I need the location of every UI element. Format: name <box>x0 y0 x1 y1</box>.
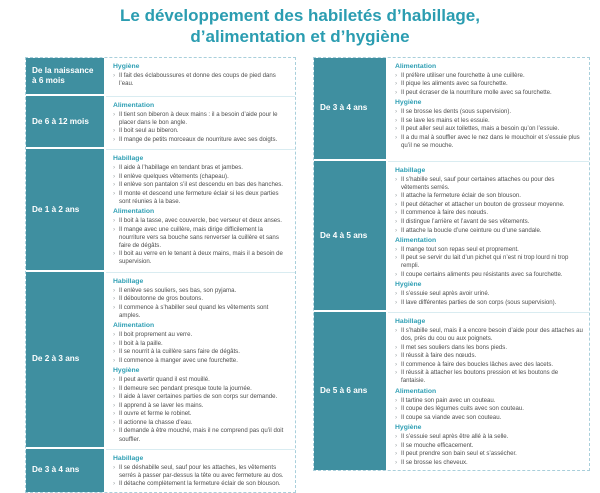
bullet-icon: › <box>395 369 398 377</box>
milestone-item <box>395 442 583 450</box>
milestone-text: Il distingue l’arrière et l’avant de ses vêtements. <box>401 218 530 225</box>
milestone-list <box>395 327 583 385</box>
category-heading: Alimentation <box>113 101 155 109</box>
bullet-icon: › <box>395 116 398 124</box>
milestones-cell <box>388 58 589 159</box>
bullet-icon: › <box>395 80 398 88</box>
milestone-item <box>395 125 583 133</box>
milestone-text: Il préfère utiliser une fourchette à une cuillère. <box>401 71 525 79</box>
milestone-text: Il commence à s’habiller seul quand les vêtements sont amples. <box>119 303 269 319</box>
age-row <box>26 272 295 447</box>
milestone-item <box>395 108 583 116</box>
milestone-text: Il actionne la chasse d’eau. <box>119 418 193 426</box>
milestone-item <box>113 348 289 356</box>
age-range-label: De 3 à 4 ans <box>314 58 386 159</box>
milestone-text: Il boit au verre en le tenant à deux mains, mais il a besoin de supervision. <box>119 250 283 266</box>
milestone-list <box>113 464 289 489</box>
milestone-list <box>113 331 289 365</box>
category-heading: Alimentation <box>113 321 155 329</box>
bullet-icon: › <box>395 352 398 360</box>
milestone-item <box>113 331 289 339</box>
milestone-text: Il monte et descend une fermeture éclair si les deux parties sont réunies à la base. <box>119 189 279 205</box>
age-row <box>26 96 295 147</box>
milestone-text: Il tient son biberon à deux mains : il a besoin d’aide pour le placer dans le bon angle. <box>119 110 278 126</box>
milestone-text: Il peut écraser de la nourriture molle avec sa fourchette. <box>401 88 552 96</box>
age-row <box>26 449 295 492</box>
bullet-icon: › <box>395 71 398 79</box>
category-heading: Habillage <box>113 154 144 162</box>
milestone-item <box>113 480 289 488</box>
page-title-line1: Le développement des habiletés d’habillage, <box>120 6 480 25</box>
category-heading: Habillage <box>395 317 426 325</box>
milestone-text: Il mange de petits morceaux de nourriture avec ses doigts. <box>119 135 278 143</box>
milestone-text: Il réussit à attacher les boutons pression et les boutons de fantaisie. <box>401 369 559 385</box>
milestone-item <box>395 397 583 405</box>
milestone-text: Il peut se servir du lait d’un pichet qui n’est ni trop lourd ni trop rempli. <box>401 254 569 270</box>
milestone-text: Il commence à faire des nœuds. <box>401 209 489 217</box>
bullet-icon: › <box>395 327 398 335</box>
bullet-icon: › <box>113 401 116 409</box>
milestone-list <box>113 217 289 266</box>
bullet-icon: › <box>113 250 116 258</box>
milestone-text: Il se brosse les cheveux. <box>401 458 468 466</box>
age-range-label: De 3 à 4 ans <box>26 449 104 492</box>
milestone-item <box>113 190 289 206</box>
milestone-list <box>395 108 583 150</box>
milestone-item <box>113 181 289 189</box>
category-heading: Hygiène <box>113 62 140 70</box>
milestone-text: Il aide à laver certaines parties de son corps sur demande. <box>119 393 278 401</box>
bullet-icon: › <box>395 209 398 217</box>
milestone-list <box>395 72 583 97</box>
age-range-label: De 2 à 3 ans <box>26 272 104 447</box>
milestone-item <box>113 127 289 135</box>
milestone-item <box>113 72 289 88</box>
bullet-icon: › <box>395 458 398 466</box>
bullet-icon: › <box>395 396 398 404</box>
bullet-icon: › <box>113 303 116 311</box>
milestone-list <box>113 111 289 144</box>
milestone-text: Il apprend à se laver les mains. <box>119 401 204 409</box>
milestones-cell <box>106 449 295 492</box>
milestone-list <box>395 290 583 307</box>
milestones-cell <box>106 96 295 147</box>
page-title <box>0 5 600 48</box>
milestone-item <box>395 246 583 254</box>
bullet-icon: › <box>113 135 116 143</box>
milestone-list <box>395 397 583 422</box>
development-table-left <box>25 57 296 493</box>
bullet-icon: › <box>113 393 116 401</box>
bullet-icon: › <box>113 181 116 189</box>
milestone-item <box>395 209 583 217</box>
milestone-item <box>395 450 583 458</box>
milestone-text: Il attache la boucle d’une ceinture ou d’une sandale. <box>401 226 542 234</box>
milestone-item <box>113 393 289 401</box>
milestone-item <box>395 176 583 192</box>
milestone-item <box>113 464 289 480</box>
bullet-icon: › <box>113 356 116 364</box>
milestone-text: Il boit proprement au verre. <box>119 331 193 339</box>
age-row <box>314 58 589 159</box>
milestone-item <box>113 217 289 225</box>
bullet-icon: › <box>395 175 398 183</box>
bullet-icon: › <box>395 441 398 449</box>
milestone-text: Il mange tout son repas seul et proprement. <box>401 245 519 253</box>
bullet-icon: › <box>113 127 116 135</box>
milestone-text: Il demande à être mouché, mais il ne comprend pas qu’il doit souffler. <box>119 427 284 443</box>
milestone-text: Il s’essuie seul après être allé à la selle. <box>401 433 509 441</box>
age-range-label: De 6 à 12 mois <box>26 96 104 147</box>
milestone-item <box>113 357 289 365</box>
milestones-cell <box>106 149 295 270</box>
age-row <box>314 312 589 470</box>
milestone-text: Il se mouche efficacement. <box>401 441 474 449</box>
milestones-cell <box>388 161 589 310</box>
milestone-item <box>113 250 289 266</box>
bullet-icon: › <box>113 331 116 339</box>
milestone-list <box>113 376 289 443</box>
bullet-icon: › <box>113 410 116 418</box>
milestone-text: Il ouvre et ferme le robinet. <box>119 410 192 418</box>
milestone-text: Il se brosse les dents (sous supervision). <box>401 108 512 116</box>
milestones-cell <box>106 58 295 94</box>
milestone-item <box>113 376 289 384</box>
bullet-icon: › <box>113 172 116 180</box>
milestone-item <box>113 226 289 250</box>
milestone-item <box>113 136 289 144</box>
milestone-item <box>113 410 289 418</box>
milestone-text: Il peut aller seul aux toilettes, mais a besoin qu’on l’essuie. <box>401 125 560 133</box>
milestone-item <box>395 405 583 413</box>
milestone-text: Il peut prendre son bain seul et s’assécher. <box>401 450 517 458</box>
category-heading: Alimentation <box>395 387 437 395</box>
category-heading: Hygiène <box>113 366 140 374</box>
bullet-icon: › <box>113 295 116 303</box>
milestone-item <box>395 352 583 360</box>
milestone-item <box>395 80 583 88</box>
bullet-icon: › <box>395 450 398 458</box>
milestone-text: Il boit à la tasse, avec couvercle, bec verseur et deux anses. <box>119 217 282 225</box>
bullet-icon: › <box>395 125 398 133</box>
milestone-text: Il aide à l’habillage en tendant bras et jambes. <box>119 164 243 172</box>
milestone-text: Il coupe des légumes cuits avec son couteau. <box>401 405 524 413</box>
milestone-item <box>395 227 583 235</box>
bullet-icon: › <box>395 108 398 116</box>
category-heading: Hygiène <box>395 423 422 431</box>
milestone-item <box>395 192 583 200</box>
milestone-text: Il boit seul au biberon. <box>119 127 179 135</box>
milestone-item <box>395 254 583 270</box>
milestones-cell <box>106 272 295 447</box>
bullet-icon: › <box>395 433 398 441</box>
milestone-text: Il s’habille seul, mais il a encore besoin d’aide pour des attaches au dos, près du cou ou aux poignets. <box>401 327 583 343</box>
age-row <box>26 58 295 94</box>
bullet-icon: › <box>395 271 398 278</box>
bullet-icon: › <box>113 384 116 392</box>
milestone-item <box>395 299 583 307</box>
bullet-icon: › <box>113 339 116 347</box>
milestone-text: Il commence à manger avec une fourchette. <box>119 356 238 364</box>
page-title-line2: d’alimentation et d’hygiène <box>190 27 410 47</box>
bullet-icon: › <box>395 226 398 234</box>
milestone-text: Il enlève quelques vêtements (chapeau). <box>119 172 229 180</box>
category-heading: Alimentation <box>395 236 437 244</box>
milestone-item <box>113 419 289 427</box>
category-heading: Hygiène <box>395 98 422 106</box>
milestone-text: Il détache complètement la fermeture éclair de son blouson. <box>119 480 281 488</box>
milestone-item <box>113 427 289 443</box>
milestone-text: Il peut détacher et attacher un bouton de grosseur moyenne. <box>401 200 565 208</box>
bullet-icon: › <box>113 418 116 426</box>
milestone-text: Il mange avec une cuillère, mais dirige difficilement la nourriture vers sa bouche sans renverser la cuillère et sans faire de dégâts. <box>119 225 279 249</box>
milestone-text: Il attache la fermeture éclair de son blouson. <box>401 192 521 200</box>
age-range-label: De 5 à 6 ans <box>314 312 386 470</box>
milestone-item <box>113 295 289 303</box>
milestone-text: Il tartine son pain avec un couteau. <box>401 396 496 404</box>
milestone-list <box>113 287 289 320</box>
category-heading: Hygiène <box>395 281 422 289</box>
milestones-cell <box>388 312 589 470</box>
milestone-text: Il s’essuie seul après avoir uriné. <box>401 290 490 298</box>
milestone-list <box>395 176 583 235</box>
bullet-icon: › <box>395 413 398 421</box>
age-row <box>26 149 295 270</box>
age-range-label: De 4 à 5 ans <box>314 161 386 310</box>
bullet-icon: › <box>395 192 398 200</box>
milestone-item <box>395 89 583 97</box>
category-heading: Habillage <box>113 454 144 462</box>
bullet-icon: › <box>113 480 116 488</box>
milestone-text: Il a du mal à souffler avec le nez dans le mouchoir et s’essuie plus qu’il ne se mouche. <box>401 133 580 149</box>
milestone-text: Il coupe certains aliments peu résistants avec sa fourchette. <box>401 271 563 278</box>
milestone-text: Il fait des éclaboussures et donne des coups de pied dans l’eau. <box>119 71 276 87</box>
milestone-text: Il demeure sec pendant presque toute la journée. <box>119 384 252 392</box>
milestone-item <box>113 173 289 181</box>
milestone-item <box>113 340 289 348</box>
bullet-icon: › <box>113 189 116 197</box>
milestone-item <box>395 433 583 441</box>
bullet-icon: › <box>395 218 398 225</box>
milestone-item <box>395 290 583 298</box>
age-range-label: De 1 à 2 ans <box>26 149 104 270</box>
category-heading: Alimentation <box>395 62 437 70</box>
bullet-icon: › <box>113 427 116 435</box>
bullet-icon: › <box>113 71 116 79</box>
bullet-icon: › <box>395 88 398 96</box>
bullet-icon: › <box>113 110 116 118</box>
milestone-item <box>395 72 583 80</box>
milestone-item <box>395 414 583 422</box>
milestone-item <box>113 304 289 320</box>
bullet-icon: › <box>395 298 398 306</box>
milestone-list <box>395 433 583 467</box>
milestone-item <box>395 369 583 385</box>
milestone-text: Il se lave les mains et les essuie. <box>401 116 490 124</box>
milestone-item <box>395 117 583 125</box>
milestone-item <box>395 201 583 209</box>
development-table-right <box>313 57 590 471</box>
milestone-text: Il se nourrit à la cuillère sans faire de dégâts. <box>119 348 240 356</box>
bullet-icon: › <box>395 360 398 368</box>
milestone-item <box>113 164 289 172</box>
category-heading: Habillage <box>113 277 144 285</box>
milestone-list <box>113 164 289 206</box>
milestone-text: Il déboutonne de gros boutons. <box>119 295 204 303</box>
bullet-icon: › <box>113 376 116 384</box>
milestone-item <box>395 218 583 226</box>
bullet-icon: › <box>395 405 398 413</box>
bullet-icon: › <box>395 200 398 208</box>
milestone-list <box>395 246 583 279</box>
category-heading: Habillage <box>395 166 426 174</box>
milestone-text: Il se déshabille seul, sauf pour les attaches, les vêtements serrés à passer par-dessus la tête ou avec fermeture au dos. <box>119 463 284 479</box>
milestone-item <box>113 385 289 393</box>
milestone-text: Il réussit à faire des nœuds. <box>401 352 477 360</box>
milestone-text: Il lave différentes parties de son corps (sous supervision). <box>401 298 557 306</box>
category-heading: Alimentation <box>113 207 155 215</box>
bullet-icon: › <box>113 286 116 294</box>
bullet-icon: › <box>113 164 116 172</box>
milestone-text: Il met ses souliers dans les bons pieds. <box>401 343 508 351</box>
milestone-item <box>395 271 583 279</box>
milestone-text: Il s’habille seul, sauf pour certaines attaches ou pour des vêtements serrés. <box>401 175 555 191</box>
bullet-icon: › <box>395 254 398 262</box>
age-row <box>314 161 589 310</box>
milestone-text: Il boit à la paille. <box>119 339 163 347</box>
milestone-text: Il enlève son pantalon s’il est descendu en bas des hanches. <box>119 181 283 189</box>
milestone-item <box>113 402 289 410</box>
milestone-item <box>395 361 583 369</box>
milestone-item <box>395 459 583 467</box>
bullet-icon: › <box>113 348 116 356</box>
bullet-icon: › <box>395 343 398 351</box>
bullet-icon: › <box>395 290 398 298</box>
milestone-item <box>395 327 583 343</box>
milestone-item <box>395 134 583 150</box>
bullet-icon: › <box>395 245 398 253</box>
milestone-text: Il peut avertir quand il est mouillé. <box>119 376 210 384</box>
milestone-text: Il coupe sa viande avec son couteau. <box>401 413 502 421</box>
milestone-text: Il pique les aliments avec sa fourchette. <box>401 80 508 88</box>
bullet-icon: › <box>113 463 116 471</box>
bullet-icon: › <box>113 217 116 225</box>
milestone-item <box>113 111 289 127</box>
milestone-item <box>113 287 289 295</box>
milestone-text: Il enlève ses souliers, ses bas, son pyjama. <box>119 286 237 294</box>
milestone-item <box>395 344 583 352</box>
milestone-text: Il commence à faire des boucles lâches avec des lacets. <box>401 360 554 368</box>
age-range-label: De la naissance à 6 mois <box>26 58 104 94</box>
bullet-icon: › <box>113 225 116 233</box>
milestone-list <box>113 72 289 88</box>
bullet-icon: › <box>395 133 398 141</box>
